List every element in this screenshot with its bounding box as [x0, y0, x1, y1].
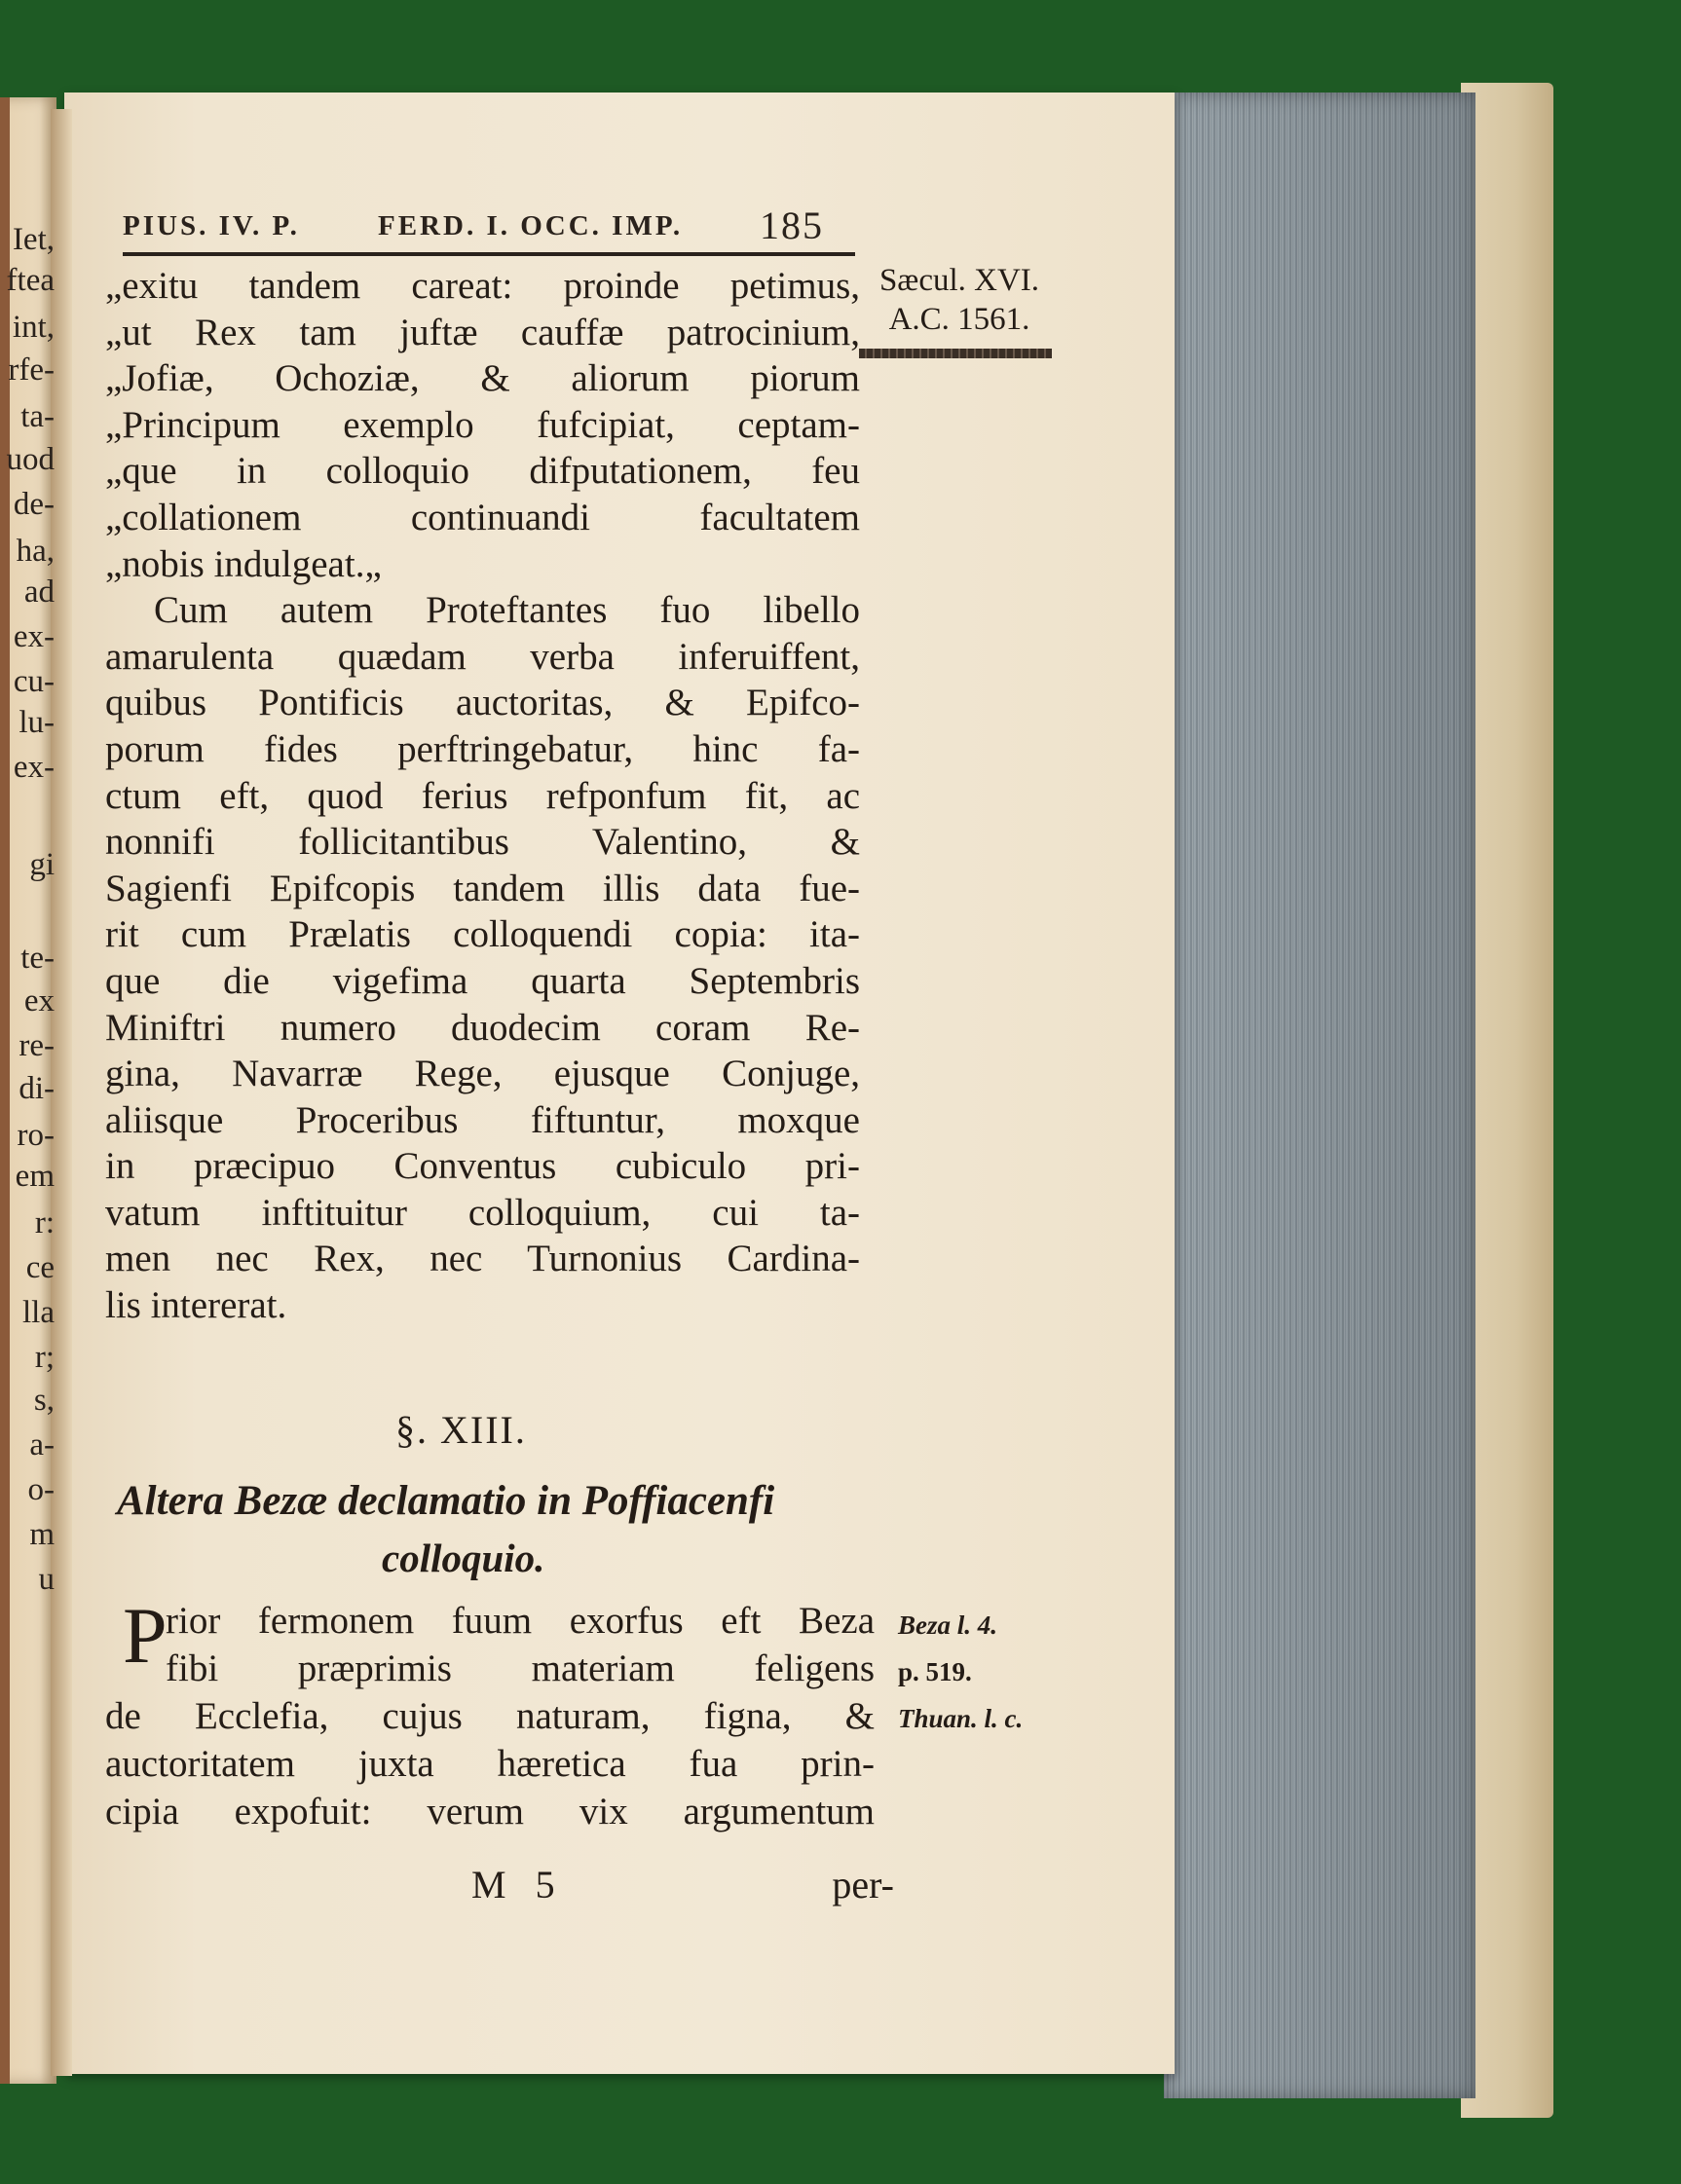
- drop-cap: P: [123, 1591, 168, 1680]
- text-line: ctum eft, quod ferius refponfum fit, ac: [105, 774, 860, 817]
- left-page-fragment: ad: [23, 574, 55, 610]
- left-page-fragment: u: [38, 1562, 55, 1597]
- margin-note-anno: A.C. 1561.: [888, 302, 1030, 337]
- left-page-fragment: uod: [6, 442, 55, 477]
- text-line: „nobis indulgeat.„: [105, 542, 382, 585]
- text-line: rit cum Prælatis colloquendi copia: ita-: [105, 913, 860, 956]
- margin-ref-beza: Beza l. 4.: [898, 1610, 998, 1640]
- left-page-fragment: ftea: [6, 263, 55, 298]
- catchword: per-: [832, 1863, 894, 1906]
- left-page-fragment: o-: [27, 1472, 55, 1507]
- text-line: quibus Pontificis auctoritas, & Epifco-: [105, 682, 860, 724]
- text-line: „collationem continuandi facultatem: [105, 496, 860, 538]
- text-line: fibi præprimis materiam feligens: [166, 1647, 875, 1689]
- main-text: [105, 263, 860, 1329]
- page-number: 185: [760, 204, 824, 247]
- left-page-fragment: r;: [34, 1340, 55, 1375]
- page-fore-edge: [1164, 93, 1476, 2098]
- left-page-fragment: gi: [29, 847, 55, 882]
- running-header: [123, 203, 855, 247]
- left-page-fragment: int,: [12, 310, 55, 345]
- text-line: lis intererat.: [105, 1284, 287, 1327]
- text-line: „Jofiæ, Ochoziæ, & aliorum piorum: [105, 357, 860, 400]
- left-page-fragment: te-: [20, 941, 55, 976]
- left-page-fragment: ex-: [13, 619, 55, 654]
- left-page-fragment: ex-: [13, 750, 55, 785]
- text-line: „que in colloquio difputationem, feu: [105, 450, 860, 493]
- text-line: nonnifi follicitantibus Valentino, &: [105, 821, 860, 864]
- text-line: gina, Navarræ Rege, ejusque Conjuge,: [105, 1053, 860, 1095]
- text-line: que die vigefima quarta Septembris: [105, 959, 860, 1002]
- left-page-fragment: ro-: [17, 1118, 55, 1153]
- text-line: auctoritatem juxta hæretica fua prin-: [105, 1743, 875, 1785]
- header-rule: [123, 252, 855, 256]
- text-line: vatum inftituitur colloquium, cui ta-: [105, 1191, 860, 1234]
- left-page-fragment: rfe-: [8, 352, 55, 388]
- text-line: amarulenta quædam verba inferuiffent,: [105, 635, 860, 678]
- left-page-fragment: ta-: [20, 399, 55, 434]
- left-page-fragment: di-: [19, 1071, 55, 1106]
- left-page-fragment: re-: [19, 1028, 55, 1063]
- section-heading: [117, 1473, 896, 1586]
- paragraph-beza: [105, 1591, 875, 1835]
- section-heading-line1: Altera Bezæ declamatio in Poffiacenfi: [117, 1478, 775, 1524]
- text-line: Miniftri numero duodecim coram Re-: [105, 1006, 860, 1049]
- left-page-fragment: ce: [25, 1250, 55, 1285]
- text-line: men nec Rex, nec Turnonius Cardina-: [105, 1238, 860, 1280]
- paragraph-narrative: [105, 587, 860, 1329]
- text-line: porum fides perftringebatur, hinc fa-: [105, 727, 860, 770]
- left-page-fragment: lu-: [19, 705, 55, 740]
- text-line: Sagienfi Epifcopis tandem illis data fue-: [105, 867, 860, 909]
- text-line: rior fermonem fuum exorfus eft Beza: [166, 1600, 875, 1642]
- margin-note-references: [898, 1602, 1093, 1742]
- margin-ref-page: p. 519.: [898, 1657, 972, 1686]
- header-pope: PIUS. IV. P.: [123, 210, 300, 241]
- text-line: de Ecclefia, cujus naturam, figna, &: [105, 1695, 875, 1737]
- left-page-fragment: a-: [29, 1427, 55, 1462]
- margin-note-century: Sæcul. XVI.: [878, 263, 1040, 298]
- margin-ref-thuan: Thuan. l. c.: [898, 1704, 1024, 1733]
- left-page-fragment: Iet,: [12, 222, 55, 257]
- left-page-fragment: de-: [13, 487, 55, 522]
- text-line: aliisque Proceribus fiftuntur, moxque: [105, 1098, 860, 1141]
- section-number: §. XIII.: [395, 1408, 527, 1452]
- left-page-fragment: s,: [33, 1383, 55, 1418]
- text-line: „exitu tandem careat: proinde petimus,: [105, 265, 860, 307]
- text-line: in præcipuo Conventus cubiculo pri-: [105, 1145, 860, 1188]
- text-line: „ut Rex tam juftæ cauffæ patrocinium,: [105, 311, 860, 353]
- text-line: Cum autem Proteftantes fuo libello: [154, 589, 860, 632]
- header-emperor: FERD. I. OCC. IMP.: [378, 210, 684, 241]
- left-page-fragment: r:: [34, 1205, 55, 1240]
- signature-mark: M 5: [471, 1863, 565, 1906]
- page-footer: [105, 1862, 894, 1910]
- text-line: cipia expofuit: verum vix argumentum: [105, 1791, 875, 1832]
- left-page-fragment: em: [15, 1159, 55, 1194]
- margin-rule: [859, 349, 1052, 358]
- section-heading-line2: colloquio.: [382, 1536, 545, 1580]
- paragraph-quote: [105, 263, 860, 587]
- left-page-fragment: ha,: [16, 534, 55, 569]
- left-page-fragment: ex: [23, 983, 55, 1018]
- left-page-fragment: cu-: [13, 664, 55, 699]
- margin-note-year: [857, 261, 1062, 339]
- left-page-fragment: m: [29, 1517, 55, 1552]
- text-line: „Principum exemplo fufcipiat, ceptam-: [105, 403, 860, 446]
- left-page-fragment: lla: [22, 1295, 55, 1330]
